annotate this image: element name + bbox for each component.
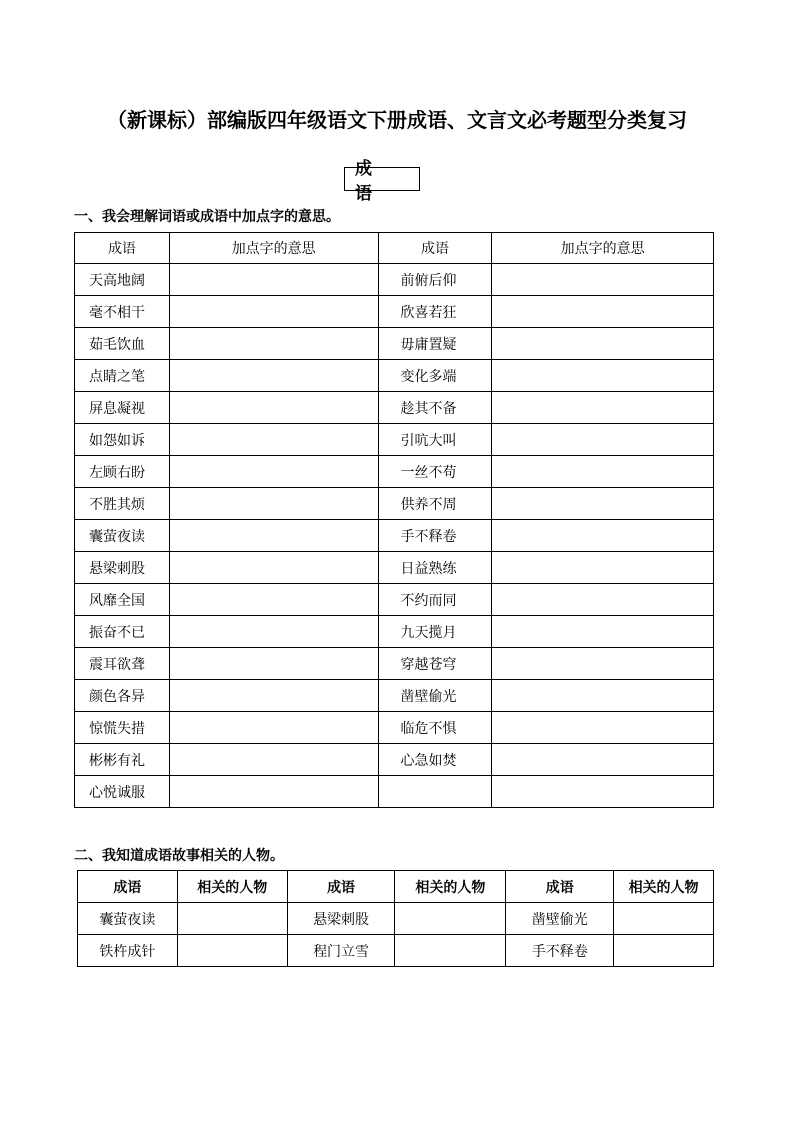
section-box-label: 成 语 (344, 167, 420, 191)
idiom-cell: 凿壁偷光 (378, 680, 492, 712)
idiom-cell: 不约而同 (378, 584, 492, 616)
meaning-answer-cell[interactable] (169, 296, 378, 328)
table-row (78, 903, 714, 935)
idiom-meaning-table (74, 232, 714, 808)
table-header-row (75, 233, 714, 264)
header-meaning: 加点字的意思 (169, 233, 378, 264)
section2-heading: 二、我知道成语故事相关的人物。 (74, 848, 284, 864)
meaning-answer-cell[interactable] (169, 520, 378, 552)
meaning-answer-cell[interactable] (169, 712, 378, 744)
meaning-answer-cell[interactable] (492, 424, 714, 456)
table-row (75, 264, 714, 296)
table-row (75, 296, 714, 328)
meaning-answer-cell[interactable] (169, 680, 378, 712)
header-idiom: 成语 (75, 233, 170, 264)
idiom-cell: 临危不惧 (378, 712, 492, 744)
meaning-answer-cell[interactable] (492, 264, 714, 296)
meaning-answer-cell[interactable] (169, 392, 378, 424)
idiom-cell: 引吭大叫 (378, 424, 492, 456)
meaning-answer-cell[interactable] (492, 648, 714, 680)
header-idiom: 成语 (287, 871, 395, 903)
idiom-cell: 屏息凝视 (75, 392, 170, 424)
meaning-answer-cell[interactable] (492, 456, 714, 488)
meaning-answer-cell[interactable] (169, 616, 378, 648)
idiom-cell: 欣喜若狂 (378, 296, 492, 328)
header-idiom: 成语 (506, 871, 614, 903)
header-idiom: 成语 (378, 233, 492, 264)
table-row (75, 392, 714, 424)
idiom-cell: 囊萤夜读 (78, 903, 178, 935)
idiom-cell: 震耳欲聋 (75, 648, 170, 680)
table-row (75, 328, 714, 360)
table-row (75, 584, 714, 616)
header-meaning: 加点字的意思 (492, 233, 714, 264)
meaning-answer-cell[interactable] (492, 552, 714, 584)
table-row (75, 456, 714, 488)
meaning-answer-cell[interactable] (492, 712, 714, 744)
idiom-cell: 惊慌失措 (75, 712, 170, 744)
person-answer-cell[interactable] (614, 903, 714, 935)
idiom-cell: 趁其不备 (378, 392, 492, 424)
idiom-cell: 不胜其烦 (75, 488, 170, 520)
table-row (75, 680, 714, 712)
idiom-cell: 茹毛饮血 (75, 328, 170, 360)
idiom-cell: 穿越苍穹 (378, 648, 492, 680)
table-row (75, 648, 714, 680)
idiom-cell: 悬梁刺股 (75, 552, 170, 584)
idiom-cell: 左顾右盼 (75, 456, 170, 488)
idiom-cell: 供养不周 (378, 488, 492, 520)
table-row (78, 935, 714, 967)
section1-heading: 一、我会理解词语或成语中加点字的意思。 (74, 209, 340, 225)
meaning-answer-cell[interactable] (492, 680, 714, 712)
meaning-answer-cell[interactable] (169, 584, 378, 616)
idiom-cell: 如怨如诉 (75, 424, 170, 456)
header-person: 相关的人物 (614, 871, 714, 903)
person-answer-cell[interactable] (395, 903, 506, 935)
idiom-person-table (77, 870, 714, 967)
meaning-answer-cell[interactable] (492, 488, 714, 520)
header-person: 相关的人物 (177, 871, 287, 903)
meaning-answer-cell[interactable] (169, 424, 378, 456)
meaning-answer-cell[interactable] (492, 776, 714, 808)
idiom-cell: 毫不相干 (75, 296, 170, 328)
table-row (75, 424, 714, 456)
meaning-answer-cell[interactable] (169, 744, 378, 776)
idiom-cell: 心急如焚 (378, 744, 492, 776)
meaning-answer-cell[interactable] (169, 264, 378, 296)
idiom-cell: 点睛之笔 (75, 360, 170, 392)
idiom-cell: 振奋不已 (75, 616, 170, 648)
meaning-answer-cell[interactable] (169, 328, 378, 360)
idiom-cell: 手不释卷 (378, 520, 492, 552)
idiom-cell: 囊萤夜读 (75, 520, 170, 552)
table-row (75, 552, 714, 584)
meaning-answer-cell[interactable] (169, 360, 378, 392)
idiom-cell: 一丝不苟 (378, 456, 492, 488)
idiom-cell: 铁杵成针 (78, 935, 178, 967)
idiom-cell: 风靡全国 (75, 584, 170, 616)
meaning-answer-cell[interactable] (169, 552, 378, 584)
idiom-cell: 天高地阔 (75, 264, 170, 296)
table-row (75, 616, 714, 648)
idiom-cell: 手不释卷 (506, 935, 614, 967)
meaning-answer-cell[interactable] (492, 360, 714, 392)
meaning-answer-cell[interactable] (492, 616, 714, 648)
idiom-cell: 程门立雪 (287, 935, 395, 967)
meaning-answer-cell[interactable] (492, 392, 714, 424)
idiom-cell: 悬梁刺股 (287, 903, 395, 935)
meaning-answer-cell[interactable] (169, 488, 378, 520)
idiom-cell: 日益熟练 (378, 552, 492, 584)
idiom-cell: 毋庸置疑 (378, 328, 492, 360)
idiom-cell: 九天揽月 (378, 616, 492, 648)
idiom-cell: 心悦诚服 (75, 776, 170, 808)
meaning-answer-cell[interactable] (169, 456, 378, 488)
idiom-cell: 前俯后仰 (378, 264, 492, 296)
table-row (75, 488, 714, 520)
table-row (75, 520, 714, 552)
table-row (75, 712, 714, 744)
person-answer-cell[interactable] (614, 935, 714, 967)
table-row (75, 744, 714, 776)
person-answer-cell[interactable] (177, 935, 287, 967)
idiom-cell: 颜色各异 (75, 680, 170, 712)
meaning-answer-cell[interactable] (492, 328, 714, 360)
person-answer-cell[interactable] (177, 903, 287, 935)
meaning-answer-cell[interactable] (169, 648, 378, 680)
person-answer-cell[interactable] (395, 935, 506, 967)
idiom-cell: 彬彬有礼 (75, 744, 170, 776)
idiom-cell: 变化多端 (378, 360, 492, 392)
page-title: （新课标）部编版四年级语文下册成语、文言文必考题型分类复习 (107, 108, 687, 132)
idiom-cell (378, 776, 492, 808)
table-row (75, 776, 714, 808)
table-header-row (78, 871, 714, 903)
idiom-cell: 凿壁偷光 (506, 903, 614, 935)
meaning-answer-cell[interactable] (492, 584, 714, 616)
table-row (75, 360, 714, 392)
header-idiom: 成语 (78, 871, 178, 903)
meaning-answer-cell[interactable] (492, 296, 714, 328)
header-person: 相关的人物 (395, 871, 506, 903)
meaning-answer-cell[interactable] (492, 744, 714, 776)
meaning-answer-cell[interactable] (492, 520, 714, 552)
meaning-answer-cell[interactable] (169, 776, 378, 808)
